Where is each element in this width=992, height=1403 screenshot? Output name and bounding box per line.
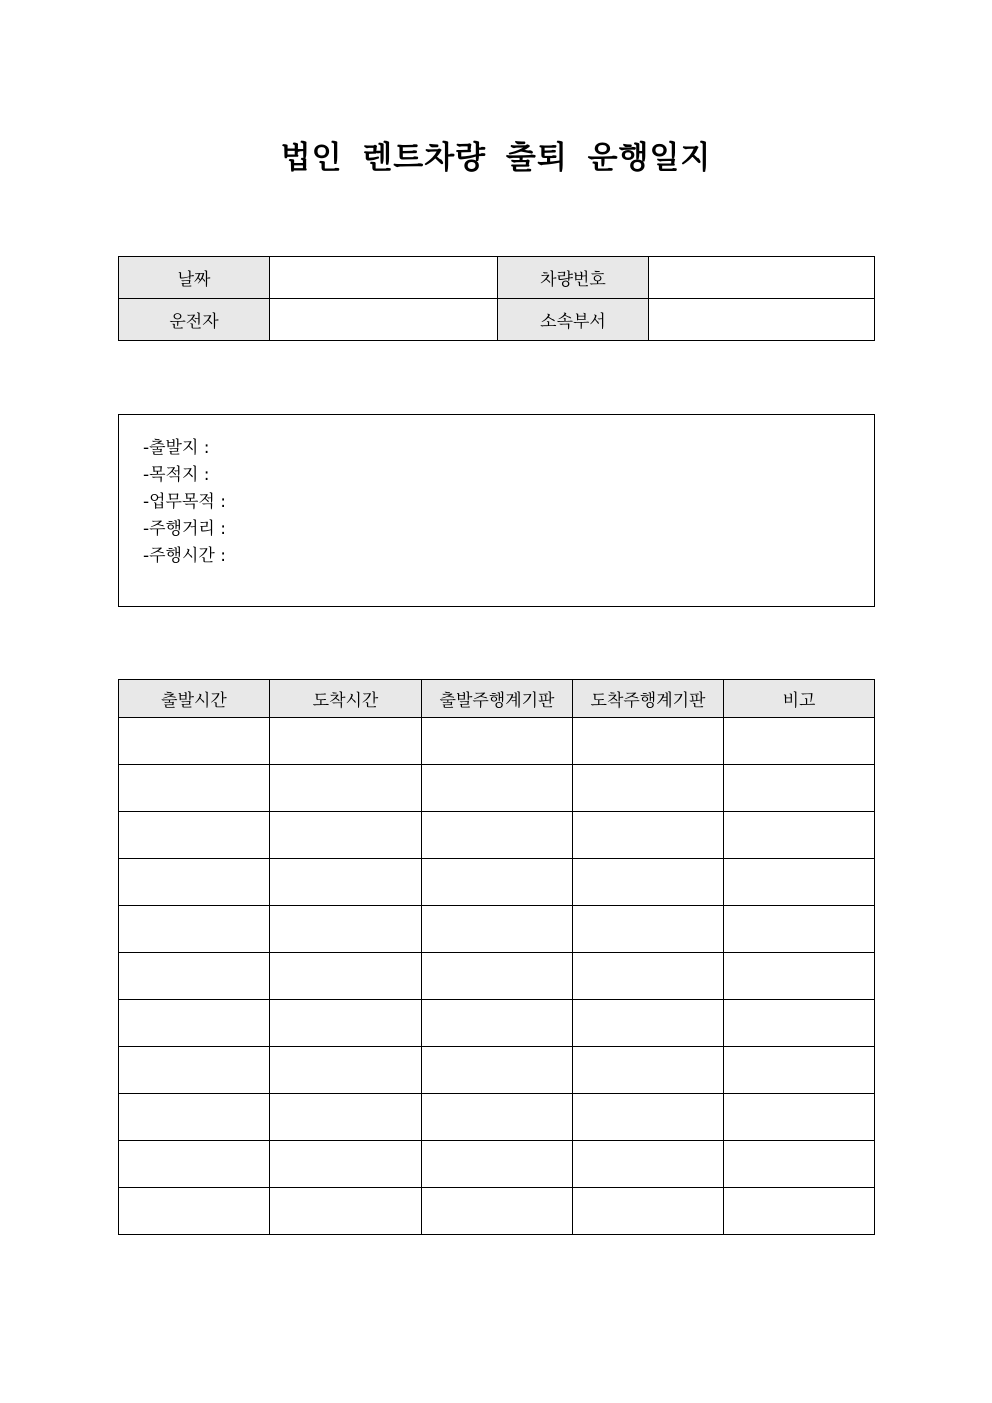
departure-odometer-cell[interactable] (422, 906, 573, 953)
vehicle-number-field[interactable] (649, 257, 875, 299)
departure-time-cell[interactable] (119, 906, 270, 953)
arrival-time-cell[interactable] (270, 812, 422, 859)
table-row (119, 953, 875, 1000)
departure-odometer-cell[interactable] (422, 765, 573, 812)
log-table (118, 679, 875, 1235)
table-row (119, 859, 875, 906)
table-row (119, 1047, 875, 1094)
arrival-odometer-cell[interactable] (573, 1094, 724, 1141)
arrival-odometer-cell[interactable] (573, 718, 724, 765)
arrival-odometer-cell[interactable] (573, 812, 724, 859)
departure-time-cell[interactable] (119, 718, 270, 765)
departure-odometer-cell[interactable] (422, 859, 573, 906)
departure-time-cell[interactable] (119, 812, 270, 859)
remarks-cell[interactable] (724, 765, 875, 812)
table-row (119, 812, 875, 859)
driver-label: 운전자 (119, 299, 270, 341)
arrival-time-cell[interactable] (270, 1047, 422, 1094)
header-arrival-time: 도착시간 (270, 680, 422, 718)
departure-odometer-cell[interactable] (422, 812, 573, 859)
info-table (118, 256, 875, 341)
arrival-time-cell[interactable] (270, 718, 422, 765)
table-row (119, 906, 875, 953)
table-row (119, 1094, 875, 1141)
header-departure-time: 출발시간 (119, 680, 270, 718)
remarks-cell[interactable] (724, 1094, 875, 1141)
date-field[interactable] (270, 257, 498, 299)
departure-time-cell[interactable] (119, 1000, 270, 1047)
arrival-odometer-cell[interactable] (573, 1000, 724, 1047)
driver-field[interactable] (270, 299, 498, 341)
arrival-odometer-cell[interactable] (573, 859, 724, 906)
vehicle-number-label: 차량번호 (498, 257, 649, 299)
arrival-time-cell[interactable] (270, 765, 422, 812)
arrival-odometer-cell[interactable] (573, 1141, 724, 1188)
header-departure-odometer: 출발주행계기판 (422, 680, 573, 718)
departure-time-cell[interactable] (119, 1047, 270, 1094)
table-row (119, 1000, 875, 1047)
remarks-cell[interactable] (724, 906, 875, 953)
remarks-cell[interactable] (724, 1047, 875, 1094)
arrival-time-cell[interactable] (270, 906, 422, 953)
table-row (119, 1141, 875, 1188)
arrival-time-cell[interactable] (270, 1094, 422, 1141)
remarks-cell[interactable] (724, 1000, 875, 1047)
departure-odometer-cell[interactable] (422, 1000, 573, 1047)
destination-line: -목적지 : (143, 465, 210, 485)
remarks-cell[interactable] (724, 718, 875, 765)
arrival-odometer-cell[interactable] (573, 906, 724, 953)
log-header-row (119, 680, 875, 718)
arrival-time-cell[interactable] (270, 1141, 422, 1188)
remarks-cell[interactable] (724, 1188, 875, 1235)
departure-time-cell[interactable] (119, 765, 270, 812)
table-row (119, 765, 875, 812)
departure-odometer-cell[interactable] (422, 1094, 573, 1141)
arrival-time-cell[interactable] (270, 859, 422, 906)
departure-odometer-cell[interactable] (422, 953, 573, 1000)
remarks-cell[interactable] (724, 1141, 875, 1188)
arrival-odometer-cell[interactable] (573, 1188, 724, 1235)
department-label: 소속부서 (498, 299, 649, 341)
arrival-odometer-cell[interactable] (573, 1047, 724, 1094)
departure-time-cell[interactable] (119, 953, 270, 1000)
info-row (119, 257, 875, 299)
header-remarks: 비고 (724, 680, 875, 718)
trip-details-box (118, 414, 875, 607)
departure-time-cell[interactable] (119, 1141, 270, 1188)
departure-odometer-cell[interactable] (422, 1188, 573, 1235)
duration-line: -주행시간 : (143, 546, 226, 566)
departure-time-cell[interactable] (119, 859, 270, 906)
arrival-odometer-cell[interactable] (573, 953, 724, 1000)
remarks-cell[interactable] (724, 859, 875, 906)
date-label: 날짜 (119, 257, 270, 299)
departure-time-cell[interactable] (119, 1094, 270, 1141)
info-row (119, 299, 875, 341)
departure-time-cell[interactable] (119, 1188, 270, 1235)
remarks-cell[interactable] (724, 812, 875, 859)
department-field[interactable] (649, 299, 875, 341)
arrival-time-cell[interactable] (270, 1000, 422, 1047)
table-row (119, 1188, 875, 1235)
purpose-line: -업무목적 : (143, 492, 226, 512)
page-title: 법인 렌트차량 출퇴 운행일지 (280, 140, 712, 176)
arrival-time-cell[interactable] (270, 1188, 422, 1235)
distance-line: -주행거리 : (143, 519, 226, 539)
departure-odometer-cell[interactable] (422, 718, 573, 765)
arrival-time-cell[interactable] (270, 953, 422, 1000)
departure-line: -출발지 : (143, 438, 210, 458)
remarks-cell[interactable] (724, 953, 875, 1000)
arrival-odometer-cell[interactable] (573, 765, 724, 812)
departure-odometer-cell[interactable] (422, 1141, 573, 1188)
departure-odometer-cell[interactable] (422, 1047, 573, 1094)
header-arrival-odometer: 도착주행계기판 (573, 680, 724, 718)
table-row (119, 718, 875, 765)
